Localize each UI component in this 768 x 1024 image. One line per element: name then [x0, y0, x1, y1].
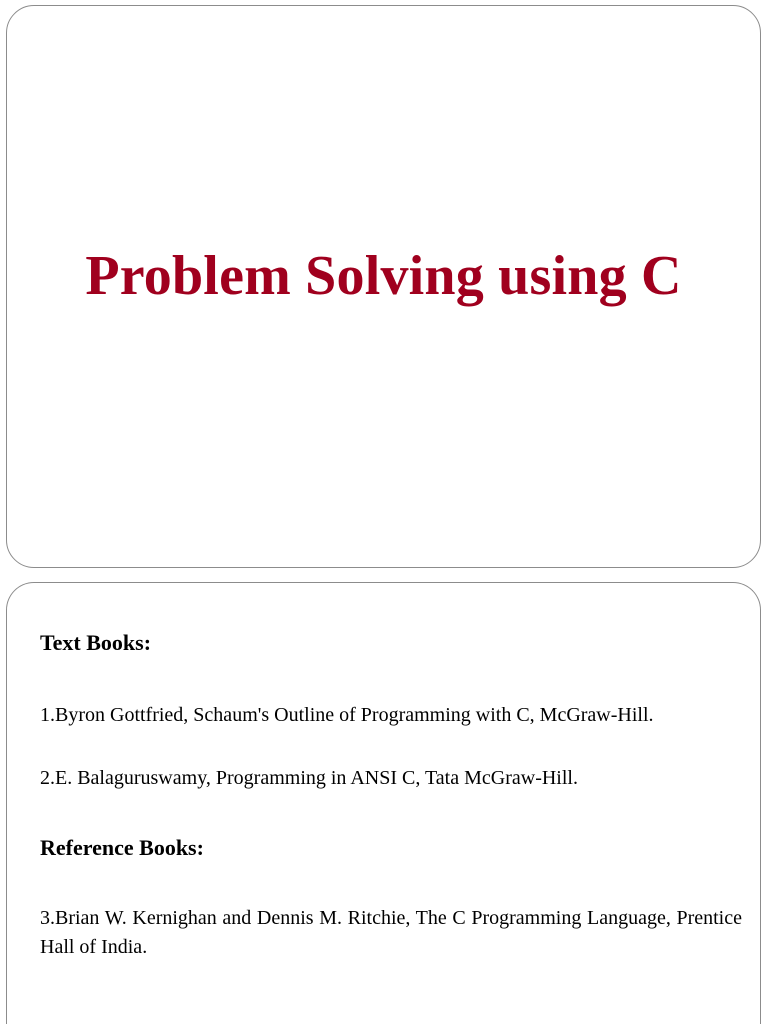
books-slide	[6, 582, 761, 1024]
slide-title: Problem Solving using C	[85, 245, 682, 307]
text-book-item: 2.E. Balaguruswamy, Programming in ANSI C, Tata McGraw-Hill.	[40, 767, 578, 789]
reference-book-item: 3.Brian W. Kernighan and Dennis M. Ritchie, The C Programming Language, Prentice Hall of India.	[40, 907, 742, 958]
title-slide	[6, 5, 761, 568]
text-books-heading: Text Books:	[40, 630, 152, 655]
text-book-item: 1.Byron Gottfried, Schaum's Outline of Programming with C, McGraw-Hill.	[40, 704, 654, 726]
reference-books-heading: Reference Books:	[40, 835, 204, 860]
